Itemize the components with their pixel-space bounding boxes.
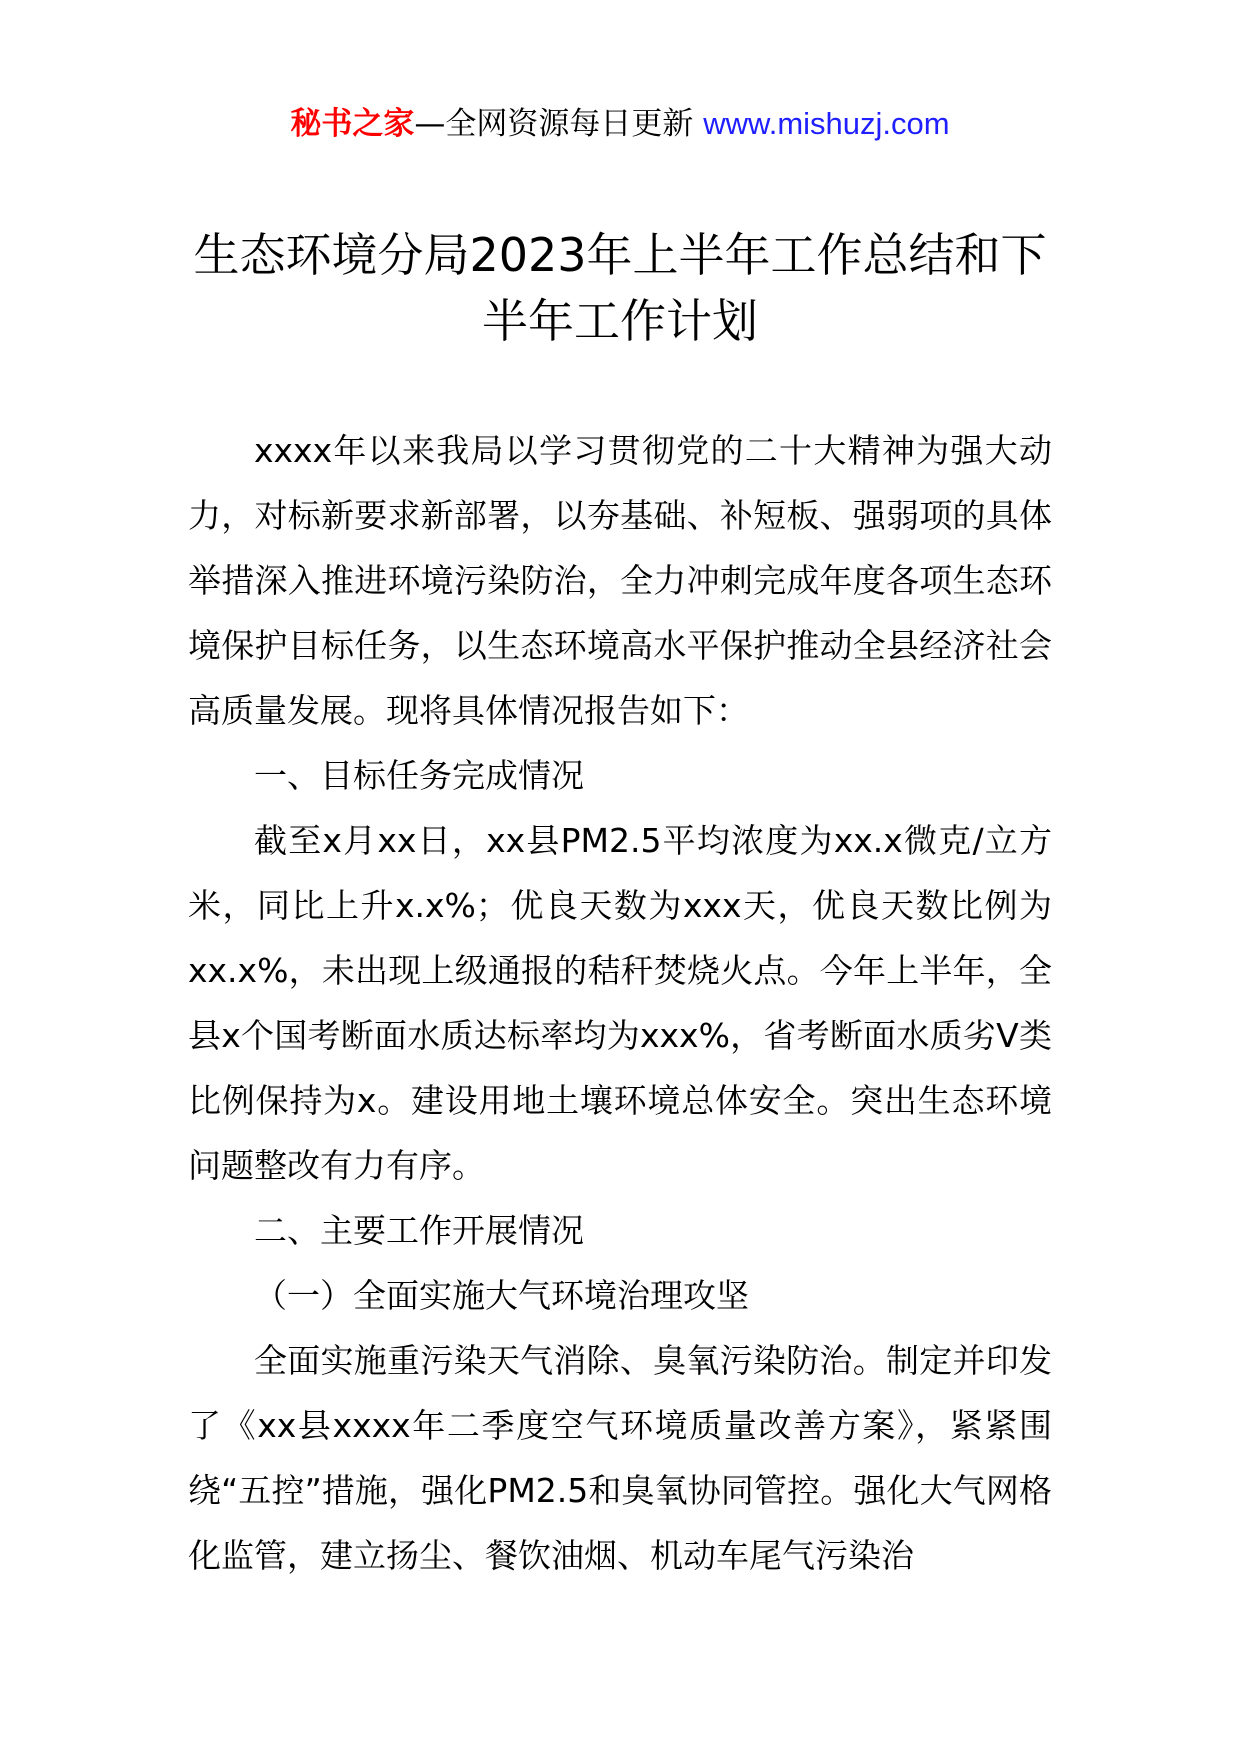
targets-paragraph: 截至x月xx日，xx县PM2.5平均浓度为xx.x微克/立方米，同比上升x.x%；优良天数为xxx天，优良天数比例为xx.x%，未出现上级通报的秸秆焚烧火点。今年上半年，全县x个国考断面水质达标率均为xxx%，省考断面水质劣V类比例保持为x。建设用地土壤环境总体安全。突出生态环境问题整改有力有序。 bbox=[188, 821, 1052, 1185]
site-url-link[interactable]: www.mishuzj.com bbox=[703, 106, 950, 141]
section-heading-1: 一、目标任务完成情况 bbox=[254, 756, 584, 795]
air-governance-paragraph: 全面实施重污染天气消除、臭氧污染防治。制定并印发了《xx县xxxx年二季度空气环境质量改善方案》，紧紧围绕“五控”措施，强化PM2.5和臭氧协同管控。强化大气网格化监管，建立扬尘、餐饮油烟、机动车尾气污染治 bbox=[188, 1341, 1052, 1575]
document-body bbox=[188, 418, 1052, 1588]
header-dash: — bbox=[414, 106, 446, 142]
subsection-heading-1: （一）全面实施大气环境治理攻坚 bbox=[254, 1276, 749, 1315]
intro-paragraph: xxxx年以来我局以学习贯彻党的二十大精神为强大动力，对标新要求新部署，以夯基础、补短板、强弱项的具体举措深入推进环境污染防治，全力冲刺完成年度各项生态环境保护目标任务，以生态环境高水平保护推动全县经济社会高质量发展。现将具体情况报告如下： bbox=[188, 431, 1052, 730]
site-header bbox=[0, 102, 1240, 146]
section-heading-2: 二、主要工作开展情况 bbox=[254, 1211, 584, 1250]
document-title: 生态环境分局2023年上半年工作总结和下半年工作计划 bbox=[193, 228, 1047, 348]
site-brand: 秘书之家 bbox=[290, 106, 415, 142]
site-slogan: 全网资源每日更新 bbox=[445, 106, 694, 142]
